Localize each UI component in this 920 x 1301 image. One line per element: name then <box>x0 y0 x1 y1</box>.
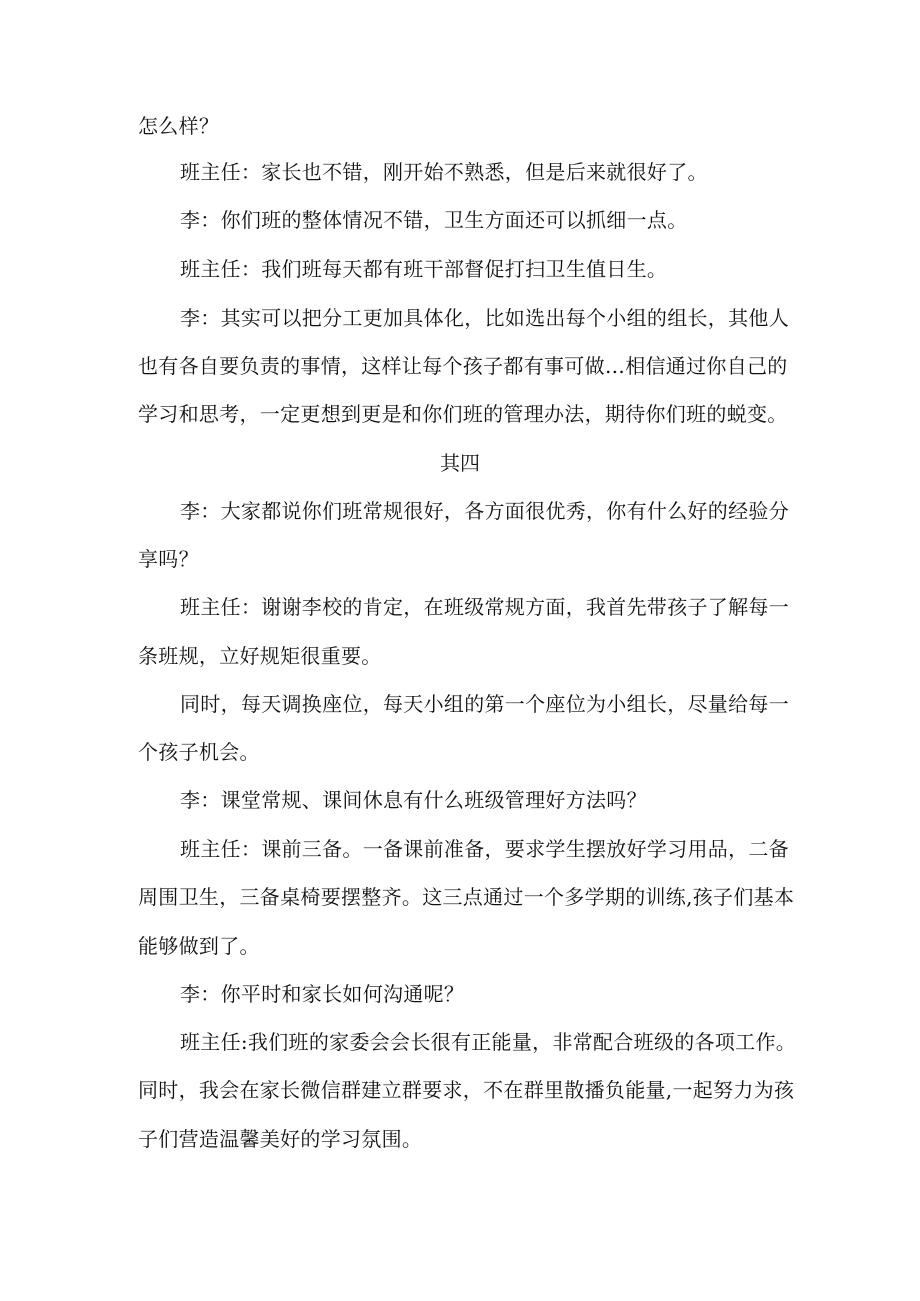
text-line: 周围卫生，三备桌椅要摆整齐。这三点通过一个多学期的训练,孩子们基本 <box>138 885 795 909</box>
text-line: 班主任：我们班每天都有班干部督促打扫卫生值日生。 <box>180 257 668 281</box>
text-line: 怎么样？ <box>138 114 220 138</box>
text-line: 李：大家都说你们班常规很好，各方面很优秀，你有什么好的经验分 <box>180 499 789 523</box>
text-line: 同时，我会在家长微信群建立群要求，不在群里散播负能量,一起努力为孩 <box>138 1078 795 1102</box>
text-line: 能够做到了。 <box>138 934 260 958</box>
section-heading: 其四 <box>440 451 480 475</box>
text-line: 李：课堂常规、课间休息有什么班级管理好方法吗？ <box>180 788 647 812</box>
text-line: 也有各自要负责的事情，这样让每个孩子都有事可做…相信通过你自己的 <box>138 354 788 378</box>
text-line: 李：你们班的整体情况不错，卫生方面还可以抓细一点。 <box>180 208 688 232</box>
text-line: 李：你平时和家长如何沟通呢？ <box>180 982 465 1006</box>
text-line: 享吗？ <box>138 547 199 571</box>
text-line: 学习和思考，一定更想到更是和你们班的管理办法，期待你们班的蜕变。 <box>138 402 788 426</box>
text-line: 李：其实可以把分工更加具体化，比如选出每个小组的组长，其他人 <box>180 306 789 330</box>
text-line: 子们营造温馨美好的学习氛围。 <box>138 1127 423 1151</box>
text-line: 个孩子机会。 <box>138 740 260 764</box>
text-line: 班主任:我们班的家委会会长很有正能量，非常配合班级的各项工作。 <box>180 1030 797 1054</box>
text-line: 班主任：谢谢李校的肯定，在班级常规方面，我首先带孩子了解每一 <box>180 595 789 619</box>
text-line: 同时，每天调换座位，每天小组的第一个座位为小组长，尽量给每一 <box>180 692 789 716</box>
text-line: 条班规，立好规矩很重要。 <box>138 644 382 668</box>
text-line: 班主任：家长也不错，刚开始不熟悉，但是后来就很好了。 <box>180 160 708 184</box>
text-line: 班主任：课前三备。一备课前准备，要求学生摆放好学习用品，二备 <box>180 837 789 861</box>
